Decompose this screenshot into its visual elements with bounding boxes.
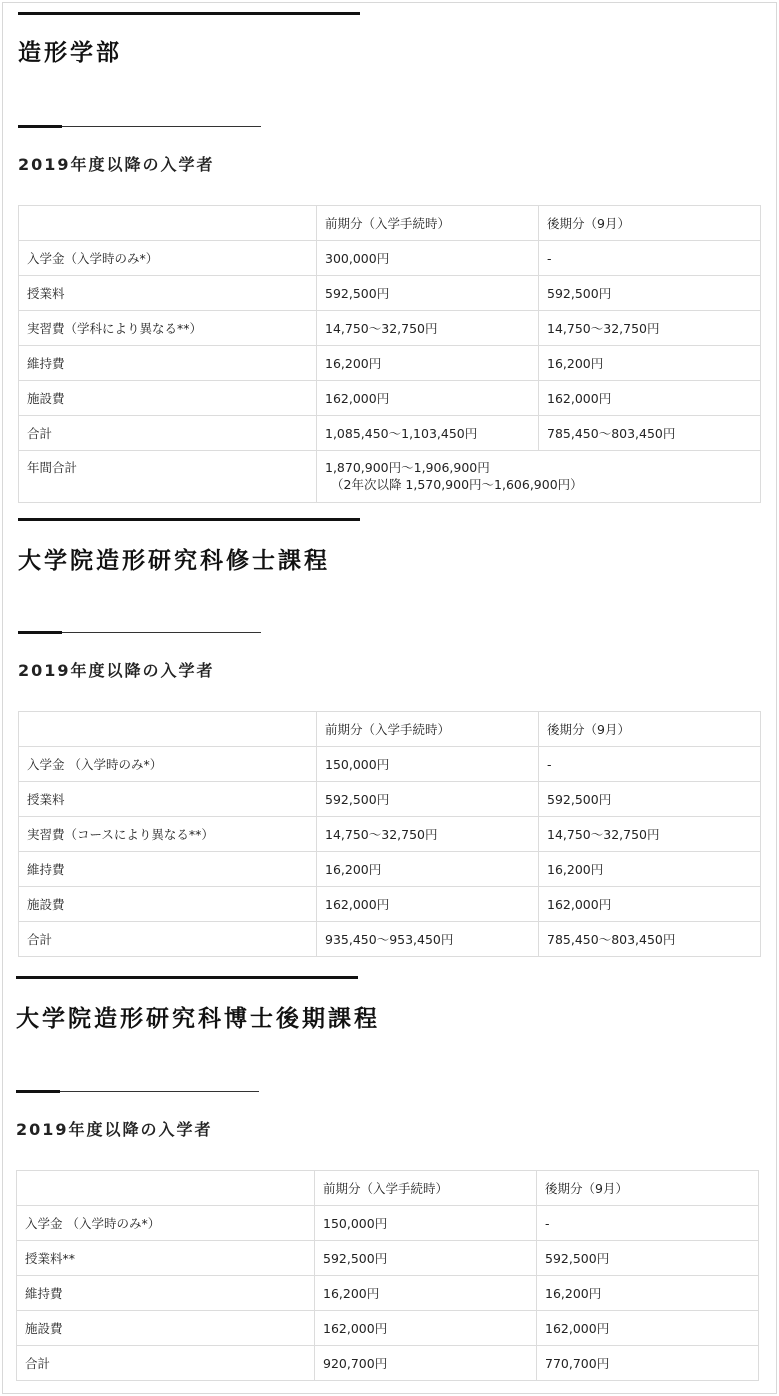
table-row <box>17 1241 759 1276</box>
table-row-total <box>17 1346 759 1381</box>
row-label: 入学金 （入学時のみ*） <box>17 1206 315 1241</box>
row-label: 入学金 （入学時のみ*） <box>19 747 317 782</box>
second-term-value: 16,200円 <box>539 346 761 381</box>
second-term-value: 592,500円 <box>539 276 761 311</box>
table-row-total <box>19 922 761 957</box>
header-cell: 後期分（9月） <box>537 1171 759 1206</box>
section-top-rule <box>18 518 360 521</box>
first-term-value: 150,000円 <box>317 747 539 782</box>
first-term-value: 162,000円 <box>315 1311 537 1346</box>
section-title: 造形学部 <box>18 40 122 66</box>
header-cell: 前期分（入学手続時） <box>317 206 539 241</box>
row-label: 施設費 <box>19 887 317 922</box>
fee-table <box>18 205 761 503</box>
second-term-value: 592,500円 <box>539 782 761 817</box>
table-row <box>19 346 761 381</box>
table-row <box>19 852 761 887</box>
table-row <box>19 276 761 311</box>
second-term-value: 162,000円 <box>539 887 761 922</box>
section-top-rule <box>16 976 358 979</box>
first-term-value: 150,000円 <box>315 1206 537 1241</box>
row-label: 施設費 <box>19 381 317 416</box>
first-term-value: 162,000円 <box>317 381 539 416</box>
row-label: 合計 <box>17 1346 315 1381</box>
table-row <box>19 241 761 276</box>
first-term-value: 16,200円 <box>317 346 539 381</box>
second-term-value: 770,700円 <box>537 1346 759 1381</box>
row-label: 授業料 <box>19 782 317 817</box>
row-label: 実習費（学科により異なる**） <box>19 311 317 346</box>
table-row <box>19 311 761 346</box>
annual-total-value: 1,870,900円～1,906,900円 <box>325 460 490 475</box>
table-row-total <box>19 416 761 451</box>
table-row <box>17 1276 759 1311</box>
table-row <box>19 782 761 817</box>
header-cell: 前期分（入学手続時） <box>315 1171 537 1206</box>
first-term-value: 300,000円 <box>317 241 539 276</box>
second-term-value: 16,200円 <box>537 1276 759 1311</box>
row-label: 合計 <box>19 416 317 451</box>
row-label: 年間合計 <box>19 451 317 503</box>
row-label: 入学金（入学時のみ*） <box>19 241 317 276</box>
second-term-value: 785,450～803,450円 <box>539 416 761 451</box>
row-label: 施設費 <box>17 1311 315 1346</box>
second-term-value: 16,200円 <box>539 852 761 887</box>
header-cell <box>19 206 317 241</box>
row-label: 授業料** <box>17 1241 315 1276</box>
header-cell: 前期分（入学手続時） <box>317 712 539 747</box>
first-term-value: 16,200円 <box>317 852 539 887</box>
first-term-value: 592,500円 <box>317 782 539 817</box>
fee-table <box>18 711 761 957</box>
second-term-value: - <box>539 241 761 276</box>
second-term-value: 592,500円 <box>537 1241 759 1276</box>
first-term-value: 1,085,450～1,103,450円 <box>317 416 539 451</box>
header-cell: 後期分（9月） <box>539 712 761 747</box>
table-row <box>17 1206 759 1241</box>
table-header-row <box>17 1171 759 1206</box>
second-term-value: 14,750～32,750円 <box>539 311 761 346</box>
row-label: 実習費（コースにより異なる**） <box>19 817 317 852</box>
section-subtitle: 2019年度以降の入学者 <box>18 661 215 680</box>
table-header-row <box>19 206 761 241</box>
table-row-annual-total <box>19 451 761 503</box>
first-term-value: 16,200円 <box>315 1276 537 1311</box>
first-term-value: 920,700円 <box>315 1346 537 1381</box>
subheading-rule-accent <box>16 1090 60 1093</box>
second-term-value: 785,450～803,450円 <box>539 922 761 957</box>
table-row <box>19 747 761 782</box>
fee-table <box>16 1170 759 1381</box>
section-subtitle: 2019年度以降の入学者 <box>18 155 215 174</box>
table-row <box>19 381 761 416</box>
table-row <box>19 817 761 852</box>
section-subtitle: 2019年度以降の入学者 <box>16 1120 213 1139</box>
row-label: 維持費 <box>17 1276 315 1311</box>
header-cell: 後期分（9月） <box>539 206 761 241</box>
section-title: 大学院造形研究科修士課程 <box>18 548 330 574</box>
second-term-value: 162,000円 <box>537 1311 759 1346</box>
subheading-rule-accent <box>18 125 62 128</box>
table-row <box>17 1311 759 1346</box>
second-term-value: - <box>539 747 761 782</box>
first-term-value: 592,500円 <box>317 276 539 311</box>
first-term-value: 14,750～32,750円 <box>317 311 539 346</box>
section-top-rule <box>18 12 360 15</box>
first-term-value: 14,750～32,750円 <box>317 817 539 852</box>
row-label: 合計 <box>19 922 317 957</box>
second-term-value: 14,750～32,750円 <box>539 817 761 852</box>
row-label: 授業料 <box>19 276 317 311</box>
annual-total-note: （2年次以降 1,570,900円～1,606,900円） <box>331 477 583 492</box>
subheading-rule-accent <box>18 631 62 634</box>
table-header-row <box>19 712 761 747</box>
second-term-value: - <box>537 1206 759 1241</box>
header-cell <box>19 712 317 747</box>
section-title: 大学院造形研究科博士後期課程 <box>16 1006 380 1032</box>
row-label: 維持費 <box>19 346 317 381</box>
row-label: 維持費 <box>19 852 317 887</box>
second-term-value: 162,000円 <box>539 381 761 416</box>
annual-total-cell <box>317 451 761 503</box>
first-term-value: 162,000円 <box>317 887 539 922</box>
first-term-value: 935,450～953,450円 <box>317 922 539 957</box>
header-cell <box>17 1171 315 1206</box>
first-term-value: 592,500円 <box>315 1241 537 1276</box>
table-row <box>19 887 761 922</box>
